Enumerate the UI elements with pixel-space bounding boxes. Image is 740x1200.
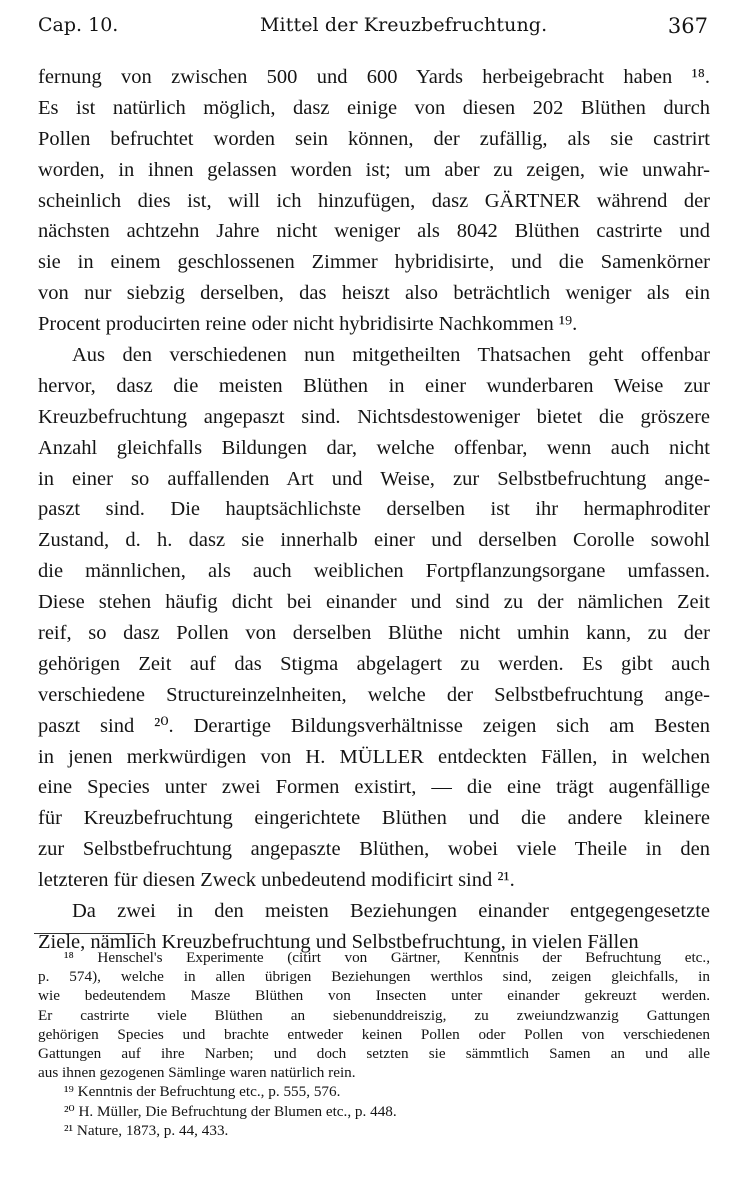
main-text [38, 62, 710, 958]
page-number: 367 [667, 14, 708, 38]
footnote-line: ¹⁸ Henschel's Experimente (citirt von Gärtner, Kenntnis der Befruchtung etc., [64, 949, 710, 966]
text-line: nächsten achtzehn Jahre nicht weniger als 8042 Blüthen castrirte und [38, 220, 710, 243]
text-line: fernung von zwischen 500 und 600 Yards herbeigebracht haben ¹⁸. [38, 66, 710, 88]
footnote-line: p. 574), welche in allen übrigen Beziehungen werthlos sind, zeigen gleichfalls, in [38, 968, 710, 986]
footnotes [38, 948, 710, 1140]
text-line: in einer so auffallenden Art und Weise, zur Selbstbefruchtung ange- [38, 467, 710, 490]
footnote [38, 1082, 710, 1101]
text-line: Aus den verschiedenen nun mitgetheilten Thatsachen geht offenbar [72, 344, 710, 367]
text-line: paszt sind. Die hauptsächlichste derselben ist ihr hermaphroditer [38, 498, 710, 521]
text-line: Zustand, d. h. dasz sie innerhalb einer und derselben Corolle sowohl [38, 529, 710, 552]
text-line: Diese stehen häufig dicht bei einander und sind zu der nämlichen Zeit [38, 591, 710, 614]
text-line: Es ist natürlich möglich, dasz einige von diesen 202 Blüthen durch [38, 96, 710, 119]
text-line: letzteren für diesen Zweck unbedeutend modificirt sind ²¹. [38, 869, 515, 892]
text-line: sie in einem geschlossenen Zimmer hybridisirte, und die Samenkörner [38, 251, 710, 274]
text-line: von nur siebzig derselben, das heiszt also beträchtlich weniger als ein [38, 282, 710, 305]
running-header [38, 14, 708, 44]
footnote [38, 948, 710, 1082]
text-line: Pollen befruchtet worden sein können, der zufällig, als sie castrirt [38, 127, 710, 150]
footnote-line: ²⁰ H. Müller, Die Befruchtung der Blumen etc., p. 448. [64, 1102, 397, 1120]
text-line: scheinlich dies ist, will ich hinzufügen, dasz GÄRTNER während der [38, 189, 710, 212]
footnote [38, 1102, 710, 1121]
text-line: eine Species unter zwei Formen existirt, — die eine trägt augenfällige [38, 776, 710, 799]
text-line: zur Selbstbefruchtung angepaszte Blüthen, wobei viele Theile in den [38, 838, 710, 861]
footnote-line: ¹⁹ Kenntnis der Befruchtung etc., p. 555, 576. [64, 1083, 341, 1101]
text-line: die männlichen, als auch weiblichen Fortpflanzungsorgane umfassen. [38, 560, 710, 583]
footnote-separator [34, 933, 144, 934]
text-line: Anzahl gleichfalls Bildungen dar, welche offenbar, wenn auch nicht [38, 436, 710, 459]
text-line: verschiedene Structureinzelnheiten, welche der Selbstbefruchtung ange- [38, 683, 710, 706]
text-line: gehörigen Zeit auf das Stigma abgelagert zu werden. Es gibt auch [38, 652, 710, 675]
footnote-line: wie bedeutendem Masze Blüthen von Insecten unter einander gekreuzt werden. [38, 987, 710, 1005]
paragraph [38, 62, 710, 340]
chapter-label: Cap. 10. [38, 14, 119, 36]
text-line: Ziele, nämlich Kreuzbefruchtung und Selbstbefruchtung, in vielen Fällen [38, 930, 639, 953]
text-line: in jenen merkwürdigen von H. MÜLLER entdeckten Fällen, in welchen [38, 745, 710, 768]
running-title: Mittel der Kreuzbefruchtung. [260, 14, 548, 36]
footnote-line: aus ihnen gezogenen Sämlinge waren natürlich rein. [38, 1064, 356, 1082]
footnote-line: ²¹ Nature, 1873, p. 44, 433. [64, 1121, 229, 1139]
footnote-line: Gattungen auf ihre Narben; und doch setzten sie sämmtlich Samen an und alle [38, 1044, 710, 1062]
text-line: Da zwei in den meisten Beziehungen einander entgegengesetzte [72, 900, 710, 923]
footnote [38, 1121, 710, 1140]
text-line: reif, so dasz Pollen von derselben Blüthe nicht umhin kann, zu der [38, 622, 710, 645]
text-line: paszt sind ²⁰. Derartige Bildungsverhältnisse zeigen sich am Besten [38, 714, 710, 737]
text-line: hervor, dasz die meisten Blüthen in einer wunderbaren Weise zur [38, 374, 710, 397]
footnote-line: Er castrirte viele Blüthen an siebenunddreiszig, zu zweiundzwanzig Gattungen [38, 1006, 710, 1024]
footnote-line: gehörigen Species und brachte entweder keinen Pollen oder Pollen von verschiedenen [38, 1025, 710, 1043]
paragraph [38, 340, 710, 896]
text-line: Procent producirten reine oder nicht hybridisirte Nachkommen ¹⁹. [38, 313, 578, 336]
text-line: worden, in ihnen gelassen worden ist; um aber zu zeigen, wie unwahr- [38, 158, 710, 181]
text-line: für Kreuzbefruchtung eingerichtete Blüthen und die andere kleinere [38, 807, 710, 830]
text-line: Kreuzbefruchtung angepaszt sind. Nichtsdestoweniger bietet die gröszere [38, 405, 710, 428]
